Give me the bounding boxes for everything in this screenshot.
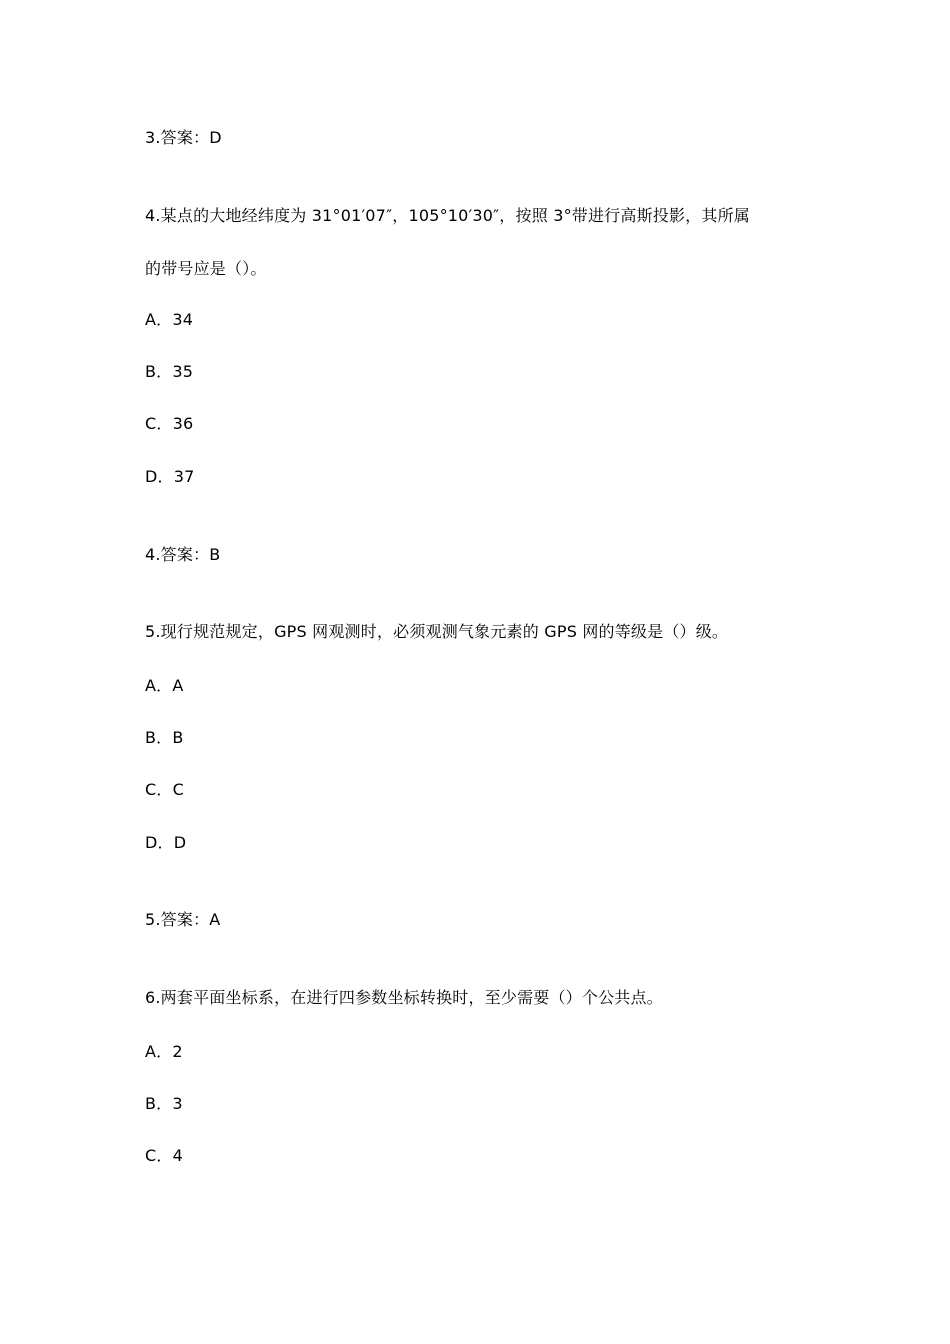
q4-stem-line1: 4.某点的大地经纬度为 31°01′07″，105°10′30″，按照 3°带进行高斯投影，其所属: [145, 206, 750, 225]
q5-stem: 5.现行规范规定，GPS 网观测时，必须观测气象元素的 GPS 网的等级是（）级。: [145, 622, 729, 641]
q5-option-d: D．D: [145, 833, 187, 852]
q6-option-a: A．2: [145, 1042, 183, 1061]
q4-answer: 4.答案：B: [145, 545, 221, 564]
q5-option-a: A．A: [145, 676, 184, 695]
q4-option-b: B．35: [145, 362, 194, 381]
q5-option-c: C．C: [145, 780, 184, 799]
q4-option-c: C．36: [145, 414, 194, 433]
q5-answer: 5.答案：A: [145, 910, 221, 929]
q4-stem-line2: 的带号应是（）。: [145, 259, 267, 278]
q4-option-a: A．34: [145, 310, 194, 329]
q6-stem: 6.两套平面坐标系，在进行四参数坐标转换时，至少需要（）个公共点。: [145, 988, 663, 1007]
q5-option-b: B．B: [145, 728, 184, 747]
q3-answer: 3.答案：D: [145, 128, 222, 147]
q6-option-c: C．4: [145, 1146, 183, 1165]
q6-option-b: B．3: [145, 1094, 183, 1113]
q4-option-d: D．37: [145, 467, 195, 486]
